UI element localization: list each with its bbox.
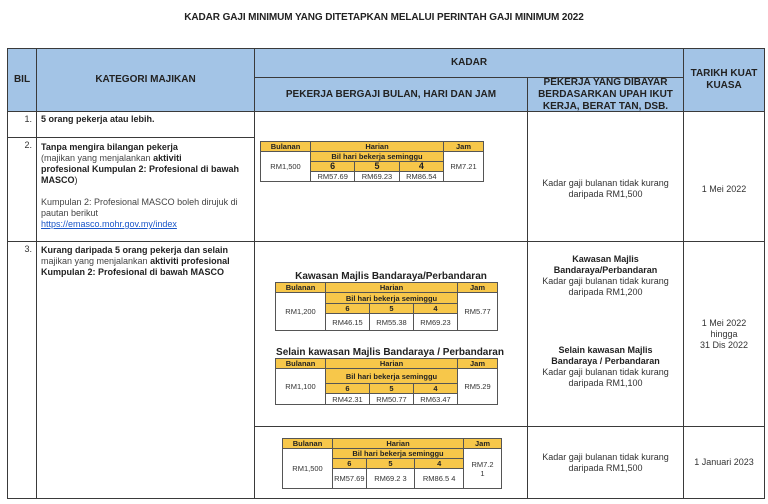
col-day5: 5 [370, 384, 414, 394]
row1-tarikh [683, 111, 765, 138]
val-day5: RM69.23 [355, 172, 399, 182]
val-day6: RM46.15 [326, 314, 370, 331]
row3a-kadar-upah [527, 241, 684, 427]
col-bulanan: Bulanan [283, 439, 333, 449]
col-harian: Harian [333, 439, 464, 449]
row2-kadar-upah [527, 137, 684, 242]
row2-kategori-close: ) [74, 175, 78, 185]
val-bulanan: RM1,200 [276, 293, 326, 331]
col-bulanan: Bulanan [276, 359, 326, 369]
col-day6: 6 [311, 162, 355, 172]
col-day4: 4 [399, 162, 443, 172]
header-kategori-label: KATEGORI MAJIKAN [95, 74, 196, 85]
row2-note: Kumpulan 2: Profesional MASCO boleh dirujuk di pautan berikut [41, 197, 238, 218]
col-day6: 6 [326, 304, 370, 314]
col-jam: Jam [458, 359, 498, 369]
row2-bil: 2. [7, 137, 37, 242]
col-day6: 6 [326, 384, 370, 394]
row3a-upah-h1: Kawasan Majlis [572, 254, 639, 264]
col-harian: Harian [326, 359, 458, 369]
val-jam: RM5.77 [458, 293, 498, 331]
col-bil-hari: Bil hari bekerja seminggu [311, 152, 444, 162]
header-tarikh-l2: KUASA [706, 80, 742, 91]
row3c-wage-table [282, 438, 502, 489]
row2-tarikh-value: 1 Mei 2022 [701, 183, 747, 194]
col-day5: 5 [370, 304, 414, 314]
row3b-upah-h2: Bandaraya / Perbandaran [551, 356, 660, 366]
row1-kategori-text: 5 orang pekerja atau lebih. [41, 114, 155, 124]
header-kadar-sub2-l1: PEKERJA YANG DIBAYAR [543, 76, 668, 88]
col-day4: 4 [414, 304, 458, 314]
row3b-heading: Selain kawasan Majlis Bandaraya / Perbandaran [276, 347, 504, 358]
col-bil-hari: Bil hari bekerja seminggu [326, 293, 458, 304]
col-jam: Jam [464, 439, 502, 449]
val-day4: RM69.23 [414, 314, 458, 331]
col-bulanan: Bulanan [276, 283, 326, 293]
row2-kategori-thin: (majikan yang menjalankan [41, 153, 154, 163]
row3c-kadar-upah [527, 426, 684, 499]
row3a-upah-block1 [528, 254, 683, 298]
row2-kategori-bold2: aktiviti [153, 153, 182, 163]
row1-kadar-upah [527, 111, 684, 138]
val-bulanan: RM1,500 [283, 449, 333, 489]
row2-wage-table [260, 141, 484, 182]
row3c-upah-l2: daripada RM1,500 [568, 462, 643, 473]
row3a-tarikh-l3: 31 Dis 2022 [699, 339, 749, 350]
row2-kategori [36, 137, 255, 242]
header-kadar [254, 48, 684, 78]
row2-kategori-title: Tanpa mengira bilangan pekerja [41, 142, 178, 152]
val-day6: RM57.69 [311, 172, 355, 182]
col-jam: Jam [444, 142, 484, 152]
row3-kategori-thin: majikan yang menjalankan [41, 256, 151, 266]
row2-upah-l2: daripada RM1,500 [568, 189, 643, 199]
val-jam: RM5.29 [458, 369, 498, 405]
row3b-upah-l1: Kadar gaji bulanan tidak kurang [542, 367, 669, 377]
col-day4: 4 [414, 384, 458, 394]
col-harian: Harian [311, 142, 444, 152]
document-title: KADAR GAJI MINIMUM YANG DITETAPKAN MELALUI PERINTAH GAJI MINIMUM 2022 [184, 12, 584, 23]
val-day5: RM69.2 3 [366, 469, 415, 489]
row3a-tarikh-l2: hingga [710, 328, 738, 339]
header-kadar-label: KADAR [450, 57, 488, 68]
header-tarikh [683, 48, 765, 112]
header-bil-label: BIL [13, 74, 31, 85]
row3a-wage-table [275, 282, 498, 331]
row3b-upah-h1: Selain kawasan Majlis [558, 345, 653, 355]
masco-link[interactable]: https://emasco.mohr.gov.my/index [41, 219, 177, 229]
val-day4: RM86.5 4 [415, 469, 464, 489]
header-kadar-upah-ikut-kerja [527, 77, 684, 112]
header-kadar-sub2-l2: BERDASARKAN UPAH IKUT [538, 88, 673, 100]
row3a-upah-l1: Kadar gaji bulanan tidak kurang [542, 276, 669, 286]
col-bil-hari: Bil hari bekerja seminggu [333, 449, 464, 459]
header-kadar-sub2-l3: KERJA, BERAT TAN, DSB. [542, 100, 669, 112]
row3a-upah-l2: daripada RM1,200 [568, 287, 643, 297]
row3-kategori [36, 241, 255, 499]
val-day4: RM86.54 [399, 172, 443, 182]
row3c-tarikh-value: 1 Januari 2023 [694, 457, 754, 467]
row2-kategori-bold3: profesional Kumpulan 2: Profesional di bawah MASCO [41, 164, 240, 185]
row1-bil: 1. [7, 111, 37, 138]
row3-kategori-bold2: aktiviti profesional [150, 256, 230, 266]
col-day5: 5 [366, 459, 415, 469]
row3-kategori-title: Kurang daripada 5 orang pekerja dan selain [41, 245, 229, 255]
col-day4: 4 [415, 459, 464, 469]
row3c-tarikh [683, 426, 765, 499]
col-bil-hari: Bil hari bekerja seminggu [326, 369, 458, 384]
col-day6: 6 [333, 459, 367, 469]
header-bil [7, 48, 37, 112]
col-day5: 5 [355, 162, 399, 172]
val-day4: RM63.47 [414, 394, 458, 405]
header-kadar-bulan-hari-jam [254, 77, 528, 112]
col-bulanan: Bulanan [261, 142, 311, 152]
col-jam: Jam [458, 283, 498, 293]
row3c-upah-l1: Kadar gaji bulanan tidak kurang [542, 451, 669, 462]
col-harian: Harian [326, 283, 458, 293]
row3a-tarikh [683, 241, 765, 427]
val-jam: RM7.2 1 [464, 449, 502, 489]
val-jam: RM7.21 [444, 152, 484, 182]
row3a-heading: Kawasan Majlis Bandaraya/Perbandaran [295, 271, 487, 282]
header-kategori [36, 48, 255, 112]
row1-kategori [36, 111, 255, 138]
row3-bil: 3. [7, 241, 37, 499]
val-day5: RM55.38 [370, 314, 414, 331]
row3a-tarikh-l1: 1 Mei 2022 [701, 317, 747, 328]
header-tarikh-l1: TARIKH KUAT [690, 68, 758, 79]
val-bulanan: RM1,500 [261, 152, 311, 182]
row3-kategori-bold3: Kumpulan 2: Profesional di bawah MASCO [41, 267, 225, 277]
val-bulanan: RM1,100 [276, 369, 326, 405]
val-day6: RM42.31 [326, 394, 370, 405]
row3b-wage-table [275, 358, 498, 405]
row3b-upah-block [528, 345, 683, 389]
row3b-upah-l2: daripada RM1,100 [568, 378, 643, 388]
row2-upah-l1: Kadar gaji bulanan tidak kurang [542, 178, 669, 188]
row2-tarikh [683, 137, 765, 242]
val-day6: RM57.69 [333, 469, 367, 489]
val-day5: RM50.77 [370, 394, 414, 405]
row3a-upah-h2: Bandaraya/Perbandaran [553, 265, 658, 275]
row1-kadar-bulan [254, 111, 528, 138]
header-kadar-sub1-label: PEKERJA BERGAJI BULAN, HARI DAN JAM [285, 88, 497, 100]
